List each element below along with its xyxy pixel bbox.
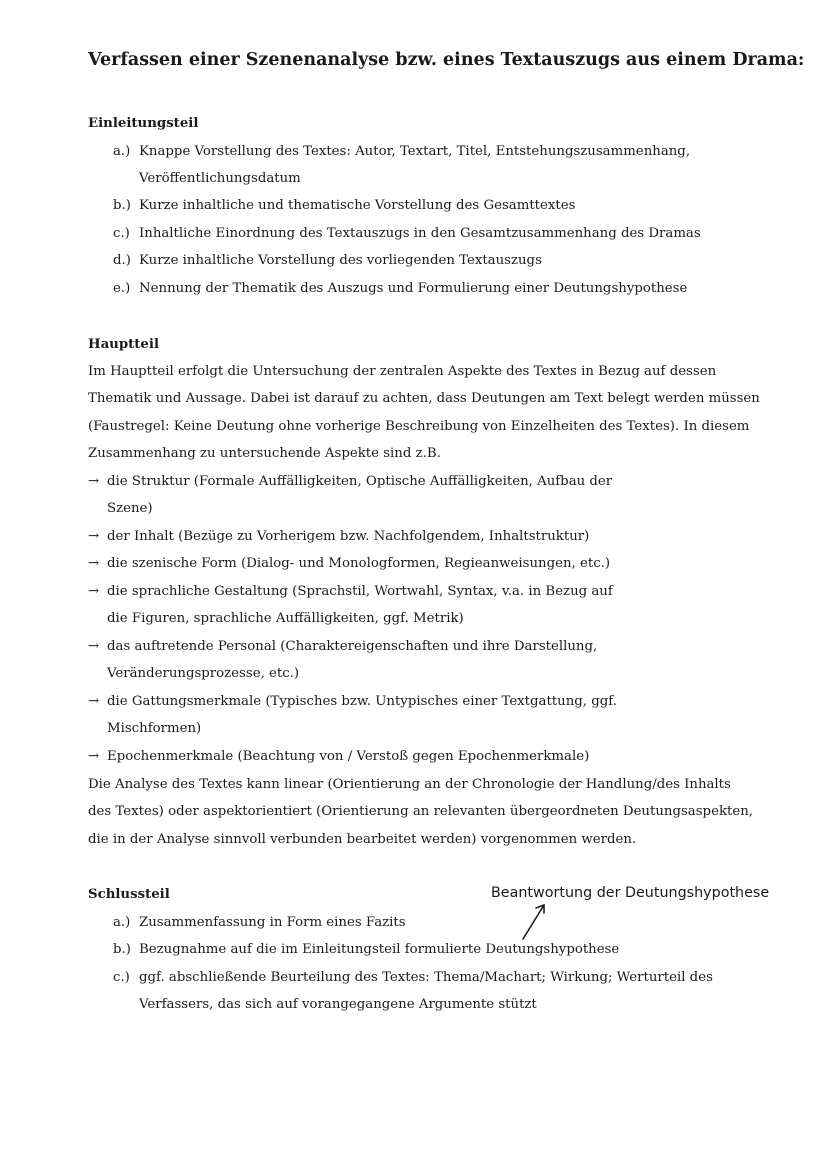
paragraph-line: Zusammenhang zu untersuchende Aspekte sind z.B. <box>88 446 441 461</box>
aspect-item: Epochenmerkmale (Beachtung von / Verstoß gegen Epochenmerkmale) <box>107 749 590 764</box>
paragraph-line: Thematik und Aussage. Dabei ist darauf zu achten, dass Deutungen am Text belegt werden müssen <box>88 391 760 406</box>
annotation-note: Beantwortung der Deutungshypothese <box>491 885 770 901</box>
aspect-item: die szenische Form (Dialog- und Monologformen, Regieanweisungen, etc.) <box>107 556 611 571</box>
paragraph-line: (Faustregel: Keine Deutung ohne vorherige Beschreibung von Einzelheiten des Textes). In diesem <box>88 419 750 434</box>
list-item: Zusammenfassung in Form eines Fazits <box>139 915 406 930</box>
list-item: Nennung der Thematik des Auszugs und Formulierung einer Deutungshypothese <box>139 281 688 296</box>
paragraph-line: Im Hauptteil erfolgt die Untersuchung der zentralen Aspekte des Textes in Bezug auf dessen <box>88 364 717 379</box>
list-item: Bezugnahme auf die im Einleitungsteil formulierte Deutungshypothese <box>139 942 620 957</box>
arrow-icon: → <box>88 556 100 571</box>
list-label: b.) <box>113 942 131 957</box>
list-label: a.) <box>113 144 131 159</box>
arrow-icon: → <box>88 749 100 764</box>
paragraph-line: die in der Analyse sinnvoll verbunden bearbeitet werden) vorgenommen werden. <box>88 832 637 847</box>
aspect-item: die Gattungsmerkmale (Typisches bzw. Untypisches einer Textgattung, ggf. <box>107 694 617 709</box>
section-heading-hauptteil: Hauptteil <box>88 337 159 352</box>
aspect-item: der Inhalt (Bezüge zu Vorherigem bzw. Nachfolgendem, Inhaltstruktur) <box>107 529 590 544</box>
page-title: Verfassen einer Szenenanalyse bzw. eines Textauszugs aus einem Drama: <box>88 50 805 70</box>
list-label: b.) <box>113 198 131 213</box>
aspect-item: die sprachliche Gestaltung (Sprachstil, Wortwahl, Syntax, v.a. in Bezug auf <box>107 584 613 599</box>
aspect-item-continuation: Szene) <box>107 501 153 516</box>
annotation-arrow-icon <box>519 902 549 942</box>
aspect-item-continuation: die Figuren, sprachliche Auffälligkeiten, ggf. Metrik) <box>107 611 464 626</box>
list-item-continuation: Veröffentlichungsdatum <box>139 171 301 186</box>
list-label: e.) <box>113 281 131 296</box>
aspect-item: die Struktur (Formale Auffälligkeiten, Optische Auffälligkeiten, Aufbau der <box>107 474 613 489</box>
list-label: d.) <box>113 253 131 268</box>
paragraph-line: des Textes) oder aspektorientiert (Orientierung an relevanten übergeordneten Deutungsaspekten, <box>88 804 753 819</box>
list-item: Kurze inhaltliche und thematische Vorstellung des Gesamttextes <box>139 198 576 213</box>
arrow-icon: → <box>88 529 100 544</box>
list-label: c.) <box>113 226 130 241</box>
list-item-continuation: Verfassers, das sich auf vorangegangene Argumente stützt <box>139 997 537 1012</box>
arrow-icon: → <box>88 639 100 654</box>
arrow-icon: → <box>88 694 100 709</box>
list-item: ggf. abschließende Beurteilung des Textes: Thema/Machart; Wirkung; Werturteil des <box>139 970 713 985</box>
paragraph-line: Die Analyse des Textes kann linear (Orientierung an der Chronologie der Handlung/des Inhalts <box>88 777 731 792</box>
section-heading-einleitung: Einleitungsteil <box>88 116 199 131</box>
arrow-icon: → <box>88 474 100 489</box>
aspect-item: das auftretende Personal (Charaktereigenschaften und ihre Darstellung, <box>107 639 598 654</box>
list-label: c.) <box>113 970 130 985</box>
arrow-icon: → <box>88 584 100 599</box>
list-item: Knappe Vorstellung des Textes: Autor, Textart, Titel, Entstehungszusammenhang, <box>139 144 691 159</box>
list-item: Inhaltliche Einordnung des Textauszugs in den Gesamtzusammenhang des Dramas <box>139 226 701 241</box>
list-item: Kurze inhaltliche Vorstellung des vorliegenden Textauszugs <box>139 253 542 268</box>
list-label: a.) <box>113 915 131 930</box>
aspect-item-continuation: Mischformen) <box>107 721 202 736</box>
aspect-item-continuation: Veränderungsprozesse, etc.) <box>107 666 300 681</box>
section-heading-schluss: Schlussteil <box>88 887 170 902</box>
